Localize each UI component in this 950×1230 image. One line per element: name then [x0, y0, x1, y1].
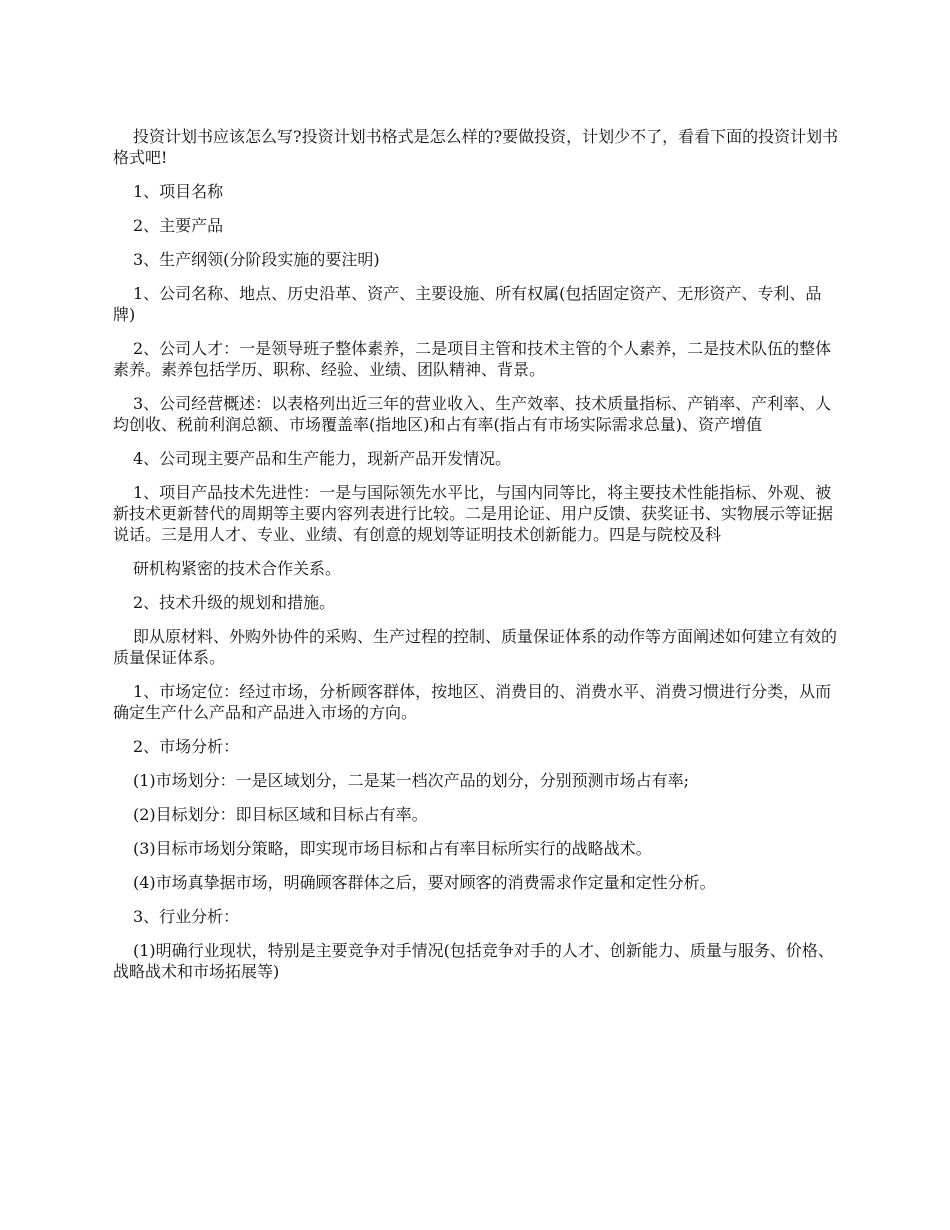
- item-company-operations: 3、公司经营概述：以表格列出近三年的营业收入、生产效率、技术质量指标、产销率、产利率、人均创收、税前利润总额、市场覆盖率(指地区)和占有率(指占有市场实际需求总量)、资产增值: [113, 394, 832, 434]
- subitem-target-division: (2)目标划分：即目标区域和目标占有率。: [133, 805, 428, 824]
- item-tech-advancement: 1、项目产品技术先进性：一是与国际领先水平比，与国内同等比，将主要技术性能指标、外观、被新技术更新替代的周期等主要内容列表进行比较。二是用论证、用户反馈、获奖证书、实物展示等证据说话。三是用人才、专业、业绩、有创意的规划等证明技术创新能力。四是与院校及科: [113, 483, 834, 544]
- item-project-name: 1、项目名称: [133, 182, 224, 201]
- item-company-talent: 2、公司人才：一是领导班子整体素养，二是项目主管和技术主管的个人素养，二是技术队伍的整体素养。素养包括学历、职称、经验、业绩、团队精神、背景。: [113, 339, 832, 379]
- item-company-products: 4、公司现主要产品和生产能力，现新产品开发情况。: [133, 449, 512, 468]
- item-main-products: 2、主要产品: [133, 216, 224, 235]
- item-tech-upgrade: 2、技术升级的规划和措施。: [133, 593, 336, 612]
- item-market-positioning: 1、市场定位：经过市场，分析顾客群体，按地区、消费目的、消费水平、消费习惯进行分类，从而确定生产什么产品和产品进入市场的方向。: [113, 682, 832, 722]
- item-production-plan: 3、生产纲领(分阶段实施的要注明): [133, 250, 380, 269]
- item-market-analysis: 2、市场分析：: [133, 737, 240, 756]
- item-quality-system: 即从原材料、外购外协件的采购、生产过程的控制、质量保证体系的动作等方面阐述如何建立有效的质量保证体系。: [113, 627, 838, 667]
- item-tech-cooperation: 研机构紧密的技术合作关系。: [133, 559, 342, 578]
- subitem-industry-status: (1)明确行业现状，特别是主要竞争对手情况(包括竞争对手的人才、创新能力、质量与服务、价格、战略战术和市场拓展等): [113, 941, 834, 981]
- document-body: [113, 126, 839, 995]
- intro-paragraph: 投资计划书应该怎么写?投资计划书格式是怎么样的?要做投资，计划少不了，看看下面的投资计划书格式吧!: [113, 127, 839, 167]
- subitem-market-demand: (4)市场真挚据市场，明确顾客群体之后，要对顾客的消费需求作定量和定性分析。: [133, 873, 716, 892]
- item-company-info: 1、公司名称、地点、历史沿革、资产、主要设施、所有权属(包括固定资产、无形资产、专利、品牌): [113, 284, 822, 324]
- subitem-market-division: (1)市场划分：一是区域划分，二是某一档次产品的划分，分别预测市场占有率;: [133, 771, 690, 790]
- subitem-target-strategy: (3)目标市场划分策略，即实现市场目标和占有率目标所实行的战略战术。: [133, 839, 652, 858]
- item-industry-analysis: 3、行业分析：: [133, 907, 240, 926]
